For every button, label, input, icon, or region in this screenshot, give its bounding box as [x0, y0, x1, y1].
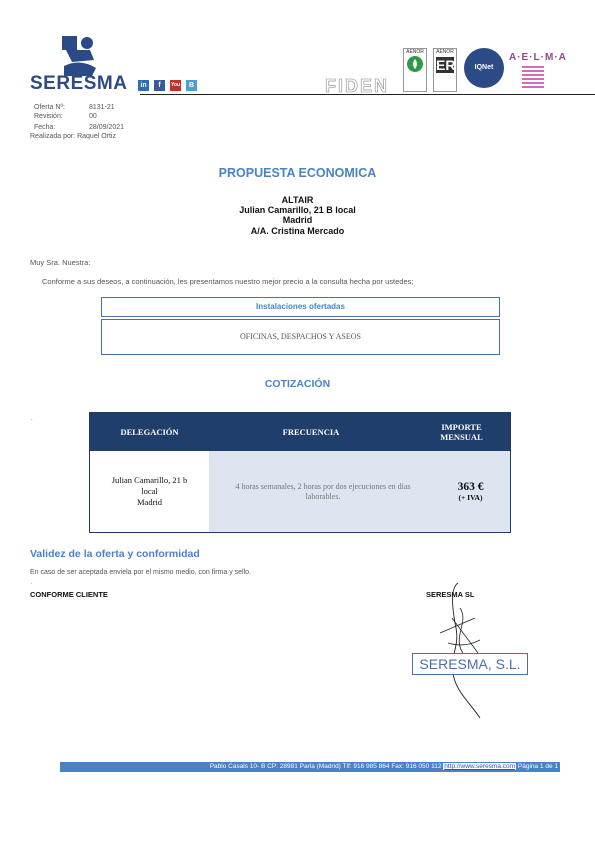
social-links — [138, 80, 197, 91]
intro-text: Conforme a sus deseos, a continuación, les presentamos nuestro mejor precio a la consulta hecha por ustedes; — [42, 277, 414, 286]
aenor-er-seal — [433, 48, 457, 92]
footer-address: Pablo Casals 10- B CP: 28981 Parla (Madrid) Tlf: 916 985 864 Fax: 916 050 112 — [209, 763, 442, 770]
client-address: Julian Camarillo, 21 B local — [239, 205, 356, 215]
installations-header: Instalaciones ofertadas — [101, 297, 500, 317]
revision-label: Revisión: — [34, 113, 63, 120]
client-attn: A/A. Cristina Mercado — [250, 226, 345, 236]
installations-value: OFICINAS, DESPACHOS Y ASEOS — [101, 319, 500, 355]
cotizacion-title: COTIZACIÓN — [264, 378, 331, 390]
delegacion-line-1: Julian Camarillo, 21 b — [111, 475, 188, 485]
youtube-icon[interactable]: You — [170, 80, 181, 91]
delegacion-line-2: local — [141, 486, 158, 496]
delegacion-line-3: Madrid — [136, 497, 163, 507]
page-footer — [60, 762, 560, 772]
validez-dot: . — [31, 580, 33, 586]
client-name: ALTAIR — [281, 195, 314, 205]
quote-table — [89, 412, 511, 533]
footer-page-number: Página 1 de 1 — [517, 763, 558, 770]
seresma-logo-mark — [62, 36, 98, 76]
table-header — [90, 413, 510, 451]
fecha-value: 28/09/2021 — [89, 124, 125, 131]
page-title: PROPUESTA ECONOMICA — [218, 166, 377, 180]
company-stamp: SERESMA, S.L. — [412, 653, 528, 675]
cert1-label: AENOR — [406, 49, 424, 55]
cert2-label: AENOR — [436, 49, 454, 55]
leaf-icon — [406, 55, 424, 73]
client-city: Madrid — [282, 215, 313, 225]
oferta-value: 8131-21 — [89, 104, 115, 111]
delegacion-cell — [90, 451, 209, 532]
footer-website-link[interactable]: http://www.seresma.com — [444, 763, 516, 770]
aelma-badge — [522, 66, 544, 90]
facebook-icon[interactable]: f — [154, 80, 165, 91]
validez-title: Validez de la oferta y conformidad — [30, 548, 200, 560]
revision-value: 00 — [89, 113, 97, 120]
frecuencia-cell: 4 horas semanales, 2 horas por dos ejecuciones en dias laborables. — [235, 481, 411, 501]
aenor-gestion-ambiental-seal — [403, 48, 427, 92]
iva-note: (+ IVA) — [458, 493, 483, 502]
validez-text: En caso de ser aceptada enviela por el mismo medio, con firma y sello. — [30, 569, 251, 576]
linkedin-icon[interactable]: in — [138, 80, 149, 91]
frecuencia-importe-cells — [209, 451, 510, 532]
th-delegacion: DELEGACIÓN — [120, 427, 179, 437]
seresma-sl-label: SERESMA SL — [426, 590, 475, 599]
th-importe: IMPORTE MENSUAL — [440, 422, 483, 442]
stray-dot: . — [31, 416, 33, 422]
offer-meta — [0, 104, 200, 148]
blog-icon[interactable]: B — [186, 80, 197, 91]
brand-name: SERESMA — [30, 73, 128, 94]
conforme-cliente-label: CONFORME CLIENTE — [30, 590, 108, 599]
fecha-label: Fecha: — [34, 124, 56, 131]
oferta-label: Oferta Nº: — [34, 104, 65, 111]
fiden-logo: FIDEN — [325, 76, 389, 96]
greeting: Muy Sra. Nuestra: — [30, 258, 91, 267]
importe-value: 363 € — [457, 481, 484, 493]
aelma-logo: A·E·L·M·A — [509, 52, 567, 63]
importe-cell — [431, 451, 510, 532]
th-frecuencia: FRECUENCIA — [282, 427, 340, 437]
realizada-por: Realizada por: Raquel Ortiz — [30, 133, 116, 140]
cert2-mark: ER — [436, 57, 456, 73]
iqnet-seal: IQNet — [464, 48, 504, 88]
